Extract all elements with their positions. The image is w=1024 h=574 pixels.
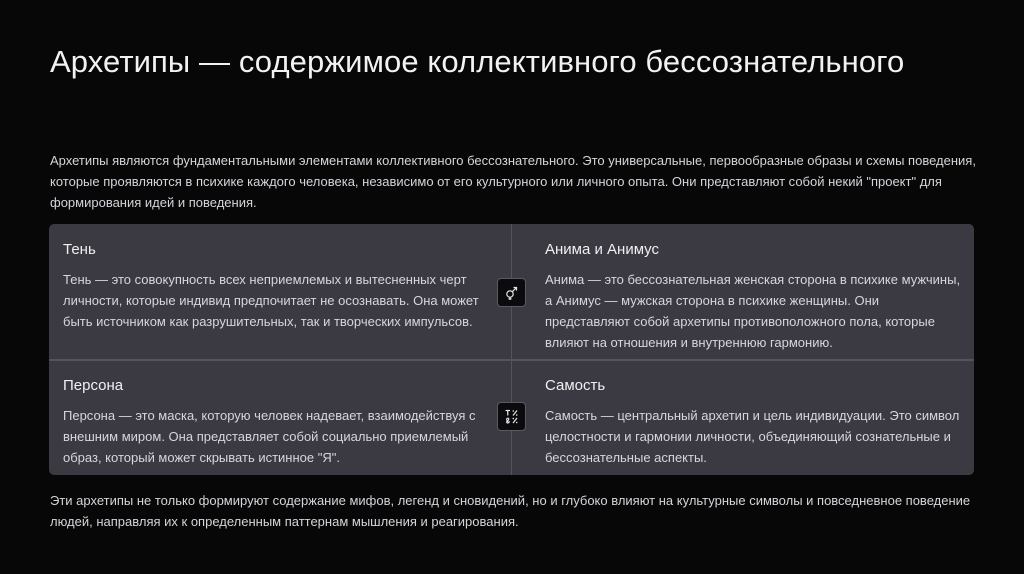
- card-heading: Самость: [545, 377, 606, 394]
- card-persona: [63, 377, 481, 468]
- card-shadow: [63, 241, 481, 332]
- card-text: Анима — это бессознательная женская сторона в психике мужчины, а Анимус — мужская сторона в психике женщины. Они представляют собой архетипы противоположного пола, которые влияют на отношения и внутреннюю гармонию.: [545, 272, 961, 350]
- card-heading: Тень: [63, 241, 96, 258]
- card-text: Персона — это маска, которую человек надевает, взаимодействуя с внешним миром. Она представляет собой социально приемлемый образ, который может скрывать истинное "Я".: [63, 408, 476, 465]
- typography-symbols-icon: [497, 402, 526, 431]
- outro-paragraph: Эти архетипы не только формируют содержание мифов, легенд и сновидений, но и глубоко влияют на культурные символы и повседневное поведение людей, направляя их к определенным паттернам мышления и реагирования.: [50, 493, 971, 529]
- card-self: [545, 377, 965, 468]
- card-heading: Анима и Анимус: [545, 241, 660, 258]
- card-heading: Персона: [63, 377, 124, 394]
- card-text: Тень — это совокупность всех неприемлемых и вытесненных черт личности, которые индивид предпочитает не осознавать. Она может быть источником как разрушительных, так и творческих импульсов.: [63, 272, 479, 329]
- gender-symbols-icon: [497, 278, 526, 307]
- archetypes-grid: [49, 224, 974, 475]
- intro-paragraph: Архетипы являются фундаментальными элементами коллективного бессознательного. Это универсальные, первообразные образы и схемы поведения, которые проявляются в психике каждого человека, независимо от его культурного или личного опыта. Они представляют собой некий "проект" для формирования идей и поведения.: [50, 153, 976, 210]
- card-anima-animus: [545, 241, 965, 353]
- card-text: Самость — центральный архетип и цель индивидуации. Это символ целостности и гармонии личности, объединяющий сознательные и бессознательные аспекты.: [545, 408, 960, 465]
- page-title: Архетипы — содержимое коллективного бессознательного: [50, 44, 905, 79]
- horizontal-divider: [49, 359, 974, 361]
- vertical-divider: [511, 224, 512, 475]
